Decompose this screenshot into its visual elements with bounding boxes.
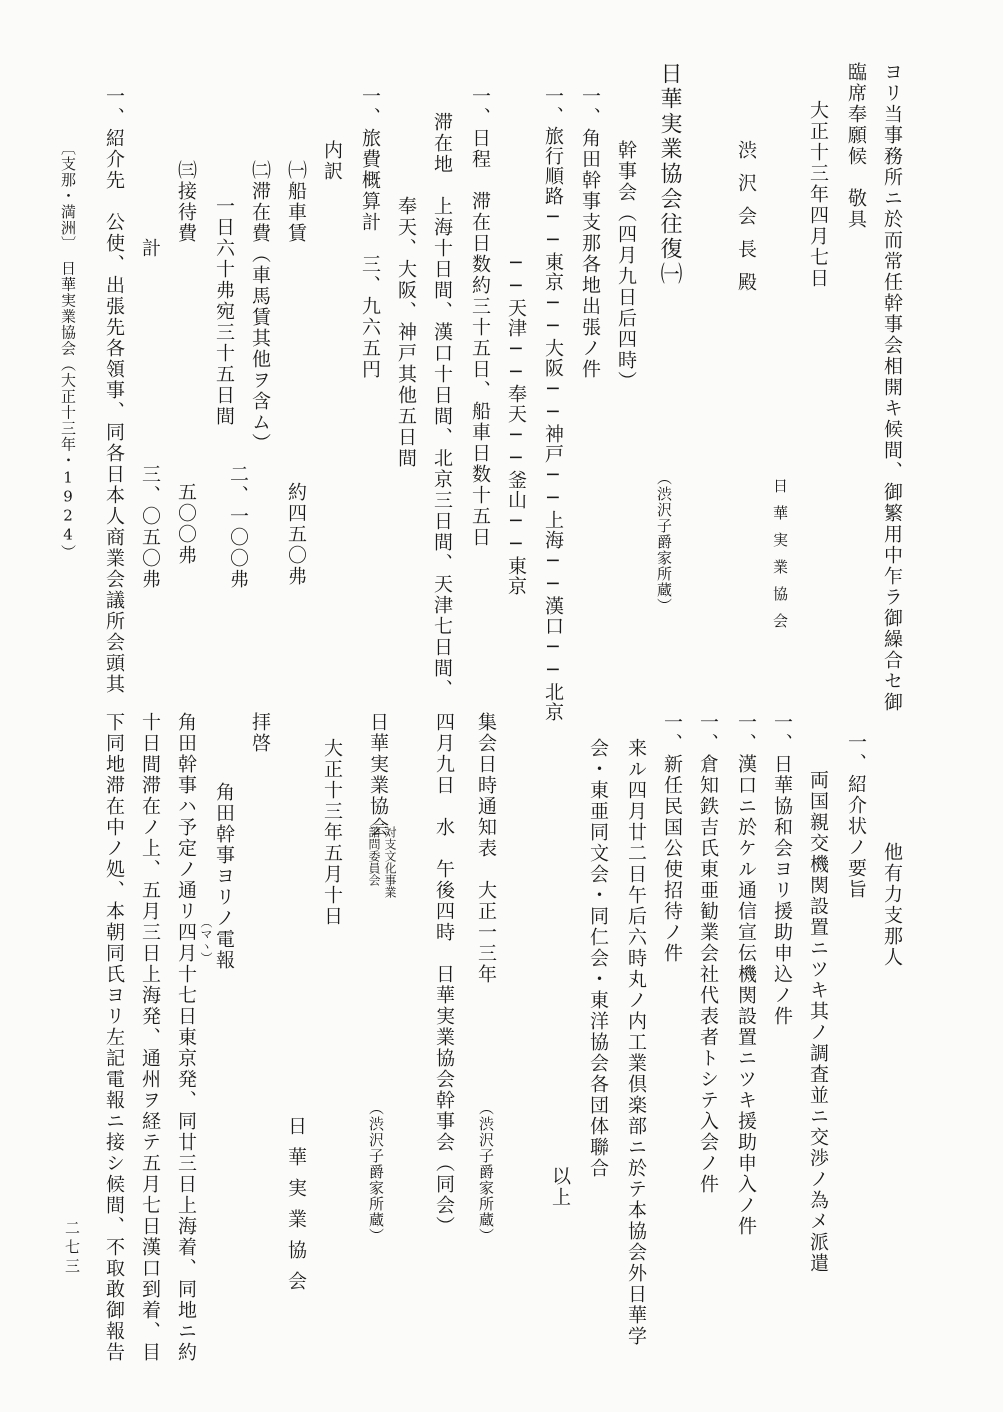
telegram-line-3: 下同地滞在中ノ処、本朝同氏ヨリ左記電報ニ接シ候間、不取敢御報告 — [103, 712, 125, 1363]
continuation-line-1: ヨリ当事務所ニ於而常任幹事会相開キ候間、御繁用中乍ラ御繰合セ御 — [881, 62, 903, 713]
greeting: 拝啓 — [249, 712, 271, 754]
total-label: 計 — [139, 238, 161, 259]
bottom-item-4-cont2: 会・東亜同文会・同仁会・東洋協会各団体聯合 — [587, 738, 609, 1179]
breakdown-3-amount: 五〇〇弗 — [175, 482, 197, 566]
bottom-item-4-cont: 来ル四月廿二日午后六時丸ノ内工業倶楽部ニ於テ本協会外日華学 — [625, 738, 647, 1347]
footer-source: 〔支那・満洲〕 日華実業協会（大正十三年・1924） — [59, 140, 77, 561]
letter-date-2: 大正十三年五月十日 — [321, 738, 343, 927]
source-note-1: （渋沢子爵家所蔵） — [655, 470, 673, 614]
section-title: 日華実業協会往復㈠ — [657, 62, 682, 287]
letter-sender: 日華実業協会 — [771, 478, 789, 640]
agenda-item-4: 一、旅費概算計 三、九六五円 — [359, 86, 381, 380]
agenda-item-3-cont2: 奉天、大阪、神戸其他五日間 — [395, 196, 417, 469]
telegram-line-1: 角田幹事ハ予定ノ通リ四月十七日東京発、同廿三日上海着、同地ニ約 — [175, 712, 197, 1363]
org-sub-1: 対支文化事業 — [383, 826, 397, 898]
meeting-heading: 幹事会（四月九日后四時） — [615, 140, 637, 392]
ijo-mark: 以上 — [549, 1166, 571, 1208]
letter-date: 大正十三年四月七日 — [807, 100, 829, 289]
bottom-item-3: 一、倉知鉄吉氏東亜勧業会社代表者トシテ入会ノ件 — [697, 712, 719, 1195]
others-line: 他有力支那人 — [881, 842, 903, 968]
intro-text: 両国親交機関設置ニツキ其ノ調査並ニ交渉ノ為メ派遣 — [807, 770, 829, 1274]
org-sub-2: 諮問委員会 — [367, 826, 381, 886]
telegram-line-2: 十日間滞在ノ上、五月三日上海発、通州ヲ経テ五月七日漢口到着、目 — [139, 712, 161, 1363]
agenda-item-2: 一、旅行順路──東京──大阪──神戸──上海──漢口──北京 — [542, 86, 564, 722]
bottom-item-1: 一、日華協和会ヨリ援助申込ノ件 — [771, 712, 793, 1027]
agenda-item-3: 一、日程 滞在日数約三十五日、船車日数十五日 — [469, 86, 491, 548]
breakdown-2-sub: 一日六十弗宛三十五日間 — [213, 196, 235, 427]
bottom-item-4: 一、新任民国公使招待ノ件 — [661, 712, 683, 964]
ruby-note: （マヽ） — [199, 916, 213, 964]
breakdown-2-amount: 二、一〇〇弗 — [227, 464, 249, 590]
total-amount: 三、〇五〇弗 — [139, 464, 161, 590]
bottom-item-2: 一、漢口ニ於ケル通信宣伝機関設置ニツキ援助申入ノ件 — [735, 712, 757, 1237]
letter-sender-2: 日華実業協会 — [285, 1116, 307, 1302]
agenda-item-2-cont: ──天津──奉天──釜山──東京 — [505, 252, 527, 596]
continuation-line-2: 臨席奉願候 敬具 — [845, 62, 867, 230]
agenda-item-5: 一、紹介先 公使、出張先各領事、同各日本人商業会議所会頭其 — [103, 86, 125, 695]
telegram-heading: 角田幹事ヨリノ電報 — [213, 782, 235, 971]
notice-title: 集会日時通知表 大正一三年 — [475, 712, 497, 985]
breakdown-1-amount: 約四五〇弗 — [285, 482, 307, 587]
source-note-2: （渋沢子爵家所蔵） — [477, 1100, 495, 1244]
letter-addressee: 渋沢会長殿 — [735, 140, 757, 305]
notice-line: 四月九日 水 午後四時 日華実業協会幹事会（同会） — [433, 712, 455, 1237]
breakdown-1-label: ㈠船車賃 — [285, 160, 307, 244]
intro-title: 一、紹介状ノ要旨 — [845, 732, 867, 900]
source-note-3: （渋沢子爵家所蔵） — [367, 1100, 385, 1244]
page-number: 二七三 — [63, 1220, 81, 1277]
agenda-item-3-cont: 滞在地 上海十日間、漢口十日間、北京三日間、天津七日間、 — [431, 112, 453, 700]
org-name: 日華実業協会 — [367, 712, 389, 838]
breakdown-3-label: ㈢接待費 — [175, 160, 197, 244]
breakdown-2-label: ㈡滞在費（車馬賃其他ヲ含ム） — [249, 160, 271, 454]
breakdown-label: 内訳 — [321, 140, 343, 182]
agenda-item-1: 一、角田幹事支那各地出張ノ件 — [579, 86, 601, 380]
